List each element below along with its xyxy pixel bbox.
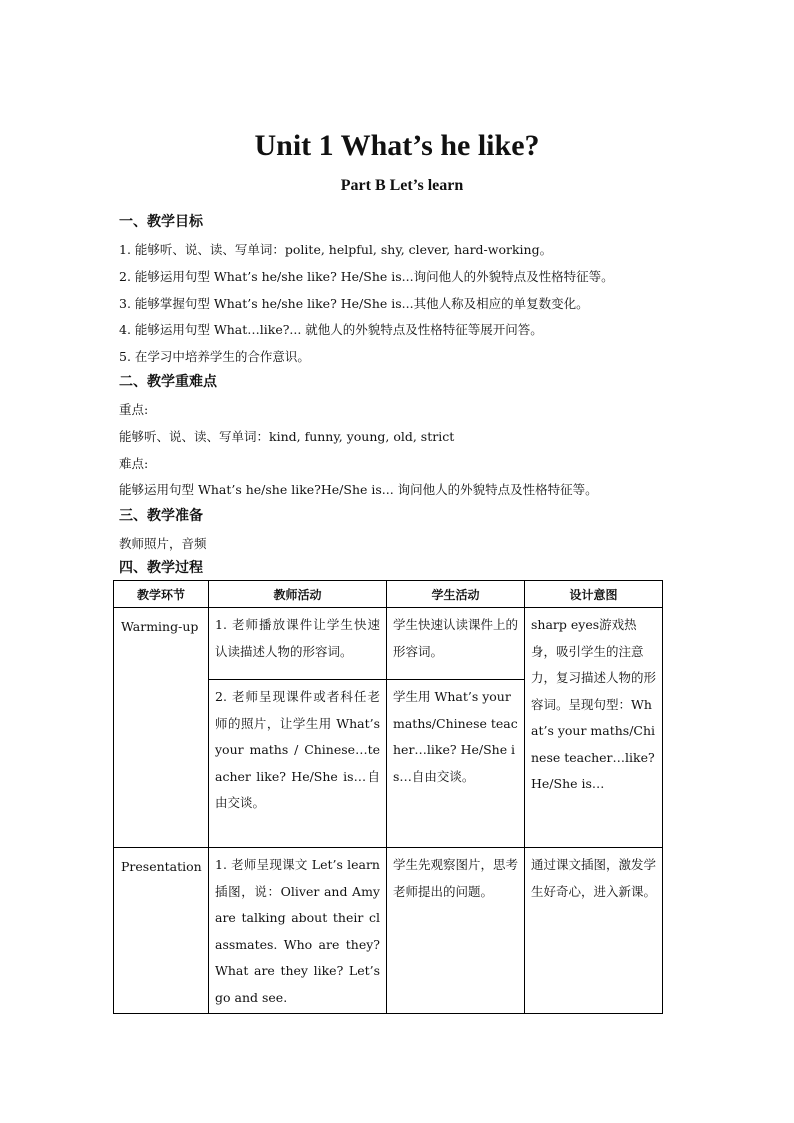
difficult-label: 难点: bbox=[119, 456, 149, 471]
objective-item: 2. 能够运用句型 What’s he/she like? He/She is...询问他人的外貌特点及性格特征等。 bbox=[119, 269, 614, 284]
objectives-heading: 一、教学目标 bbox=[119, 214, 203, 230]
header-stage: 教学环节 bbox=[114, 581, 209, 608]
presentation-teacher: 1. 老师呈现课文 Let’s learn 插图，说：Oliver and Amy are talking about their classmates. Who are they? What are they like? Let’s go and see. bbox=[215, 857, 380, 1005]
teacher-cell bbox=[209, 848, 387, 1014]
stage-presentation: Presentation bbox=[121, 859, 202, 874]
header-design-intent: 设计意图 bbox=[525, 581, 663, 608]
presentation-intent: 通过课文插图，激发学生好奇心，进入新课。 bbox=[531, 857, 657, 899]
preparation-text: 教师照片，音频 bbox=[119, 536, 207, 551]
presentation-student: 学生先观察图片，思考老师提出的问题。 bbox=[393, 857, 519, 899]
key-label: 重点: bbox=[119, 402, 149, 417]
header-student-activity: 学生活动 bbox=[387, 581, 525, 608]
header-teacher-activity: 教师活动 bbox=[209, 581, 387, 608]
objective-item: 1. 能够听、说、读、写单词：polite, helpful, shy, clever, hard-working。 bbox=[119, 242, 553, 257]
intent-cell bbox=[525, 608, 663, 848]
warmup-intent: sharp eyes游戏热身，吸引学生的注意力，复习描述人物的形容词。呈现句型：What’s your maths/Chinese teacher…like? He/She is… bbox=[531, 617, 657, 791]
table-row bbox=[114, 608, 663, 680]
warmup-teacher-2: 2. 老师呈现课件或者科任老师的照片，让学生用 What’s your maths / Chinese…teacher like? He/She is…自由交谈。 bbox=[215, 689, 380, 810]
teacher-cell bbox=[209, 680, 387, 848]
stage-cell bbox=[114, 608, 209, 848]
intent-cell bbox=[525, 848, 663, 1014]
warmup-teacher-1: 1. 老师播放课件让学生快速认读描述人物的形容词。 bbox=[215, 617, 380, 659]
warmup-student-1: 学生快速认读课件上的形容词。 bbox=[393, 617, 519, 659]
warmup-student-2: 学生用 What’s your maths/Chinese teacher…like? He/She is…自由交谈。 bbox=[393, 689, 518, 784]
page-subtitle: Part B Let’s learn bbox=[340, 177, 464, 194]
stage-warmup: Warming-up bbox=[121, 619, 199, 634]
objective-item: 3. 能够掌握句型 What’s he/she like? He/She is...其他人称及相应的单复数变化。 bbox=[119, 296, 589, 311]
table-row bbox=[114, 848, 663, 1014]
objective-item: 5. 在学习中培养学生的合作意识。 bbox=[119, 349, 310, 364]
process-table bbox=[113, 580, 663, 1014]
preparation-heading: 三、教学准备 bbox=[119, 508, 203, 524]
student-cell bbox=[387, 608, 525, 680]
difficult-text: 能够运用句型 What’s he/she like?He/She is... 询问他人的外貌特点及性格特征等。 bbox=[119, 482, 598, 497]
key-points-heading: 二、教学重难点 bbox=[119, 374, 217, 390]
stage-cell bbox=[114, 848, 209, 1014]
key-text: 能够听、说、读、写单词：kind, funny, young, old, strict bbox=[119, 429, 455, 444]
teacher-cell bbox=[209, 608, 387, 680]
student-cell bbox=[387, 848, 525, 1014]
process-heading: 四、教学过程 bbox=[119, 560, 203, 576]
table-header-row bbox=[114, 581, 663, 608]
page-title: Unit 1 What’s he like? bbox=[254, 129, 540, 162]
objective-item: 4. 能够运用句型 What…like?... 就他人的外貌特点及性格特征等展开问答。 bbox=[119, 322, 543, 337]
student-cell bbox=[387, 680, 525, 848]
